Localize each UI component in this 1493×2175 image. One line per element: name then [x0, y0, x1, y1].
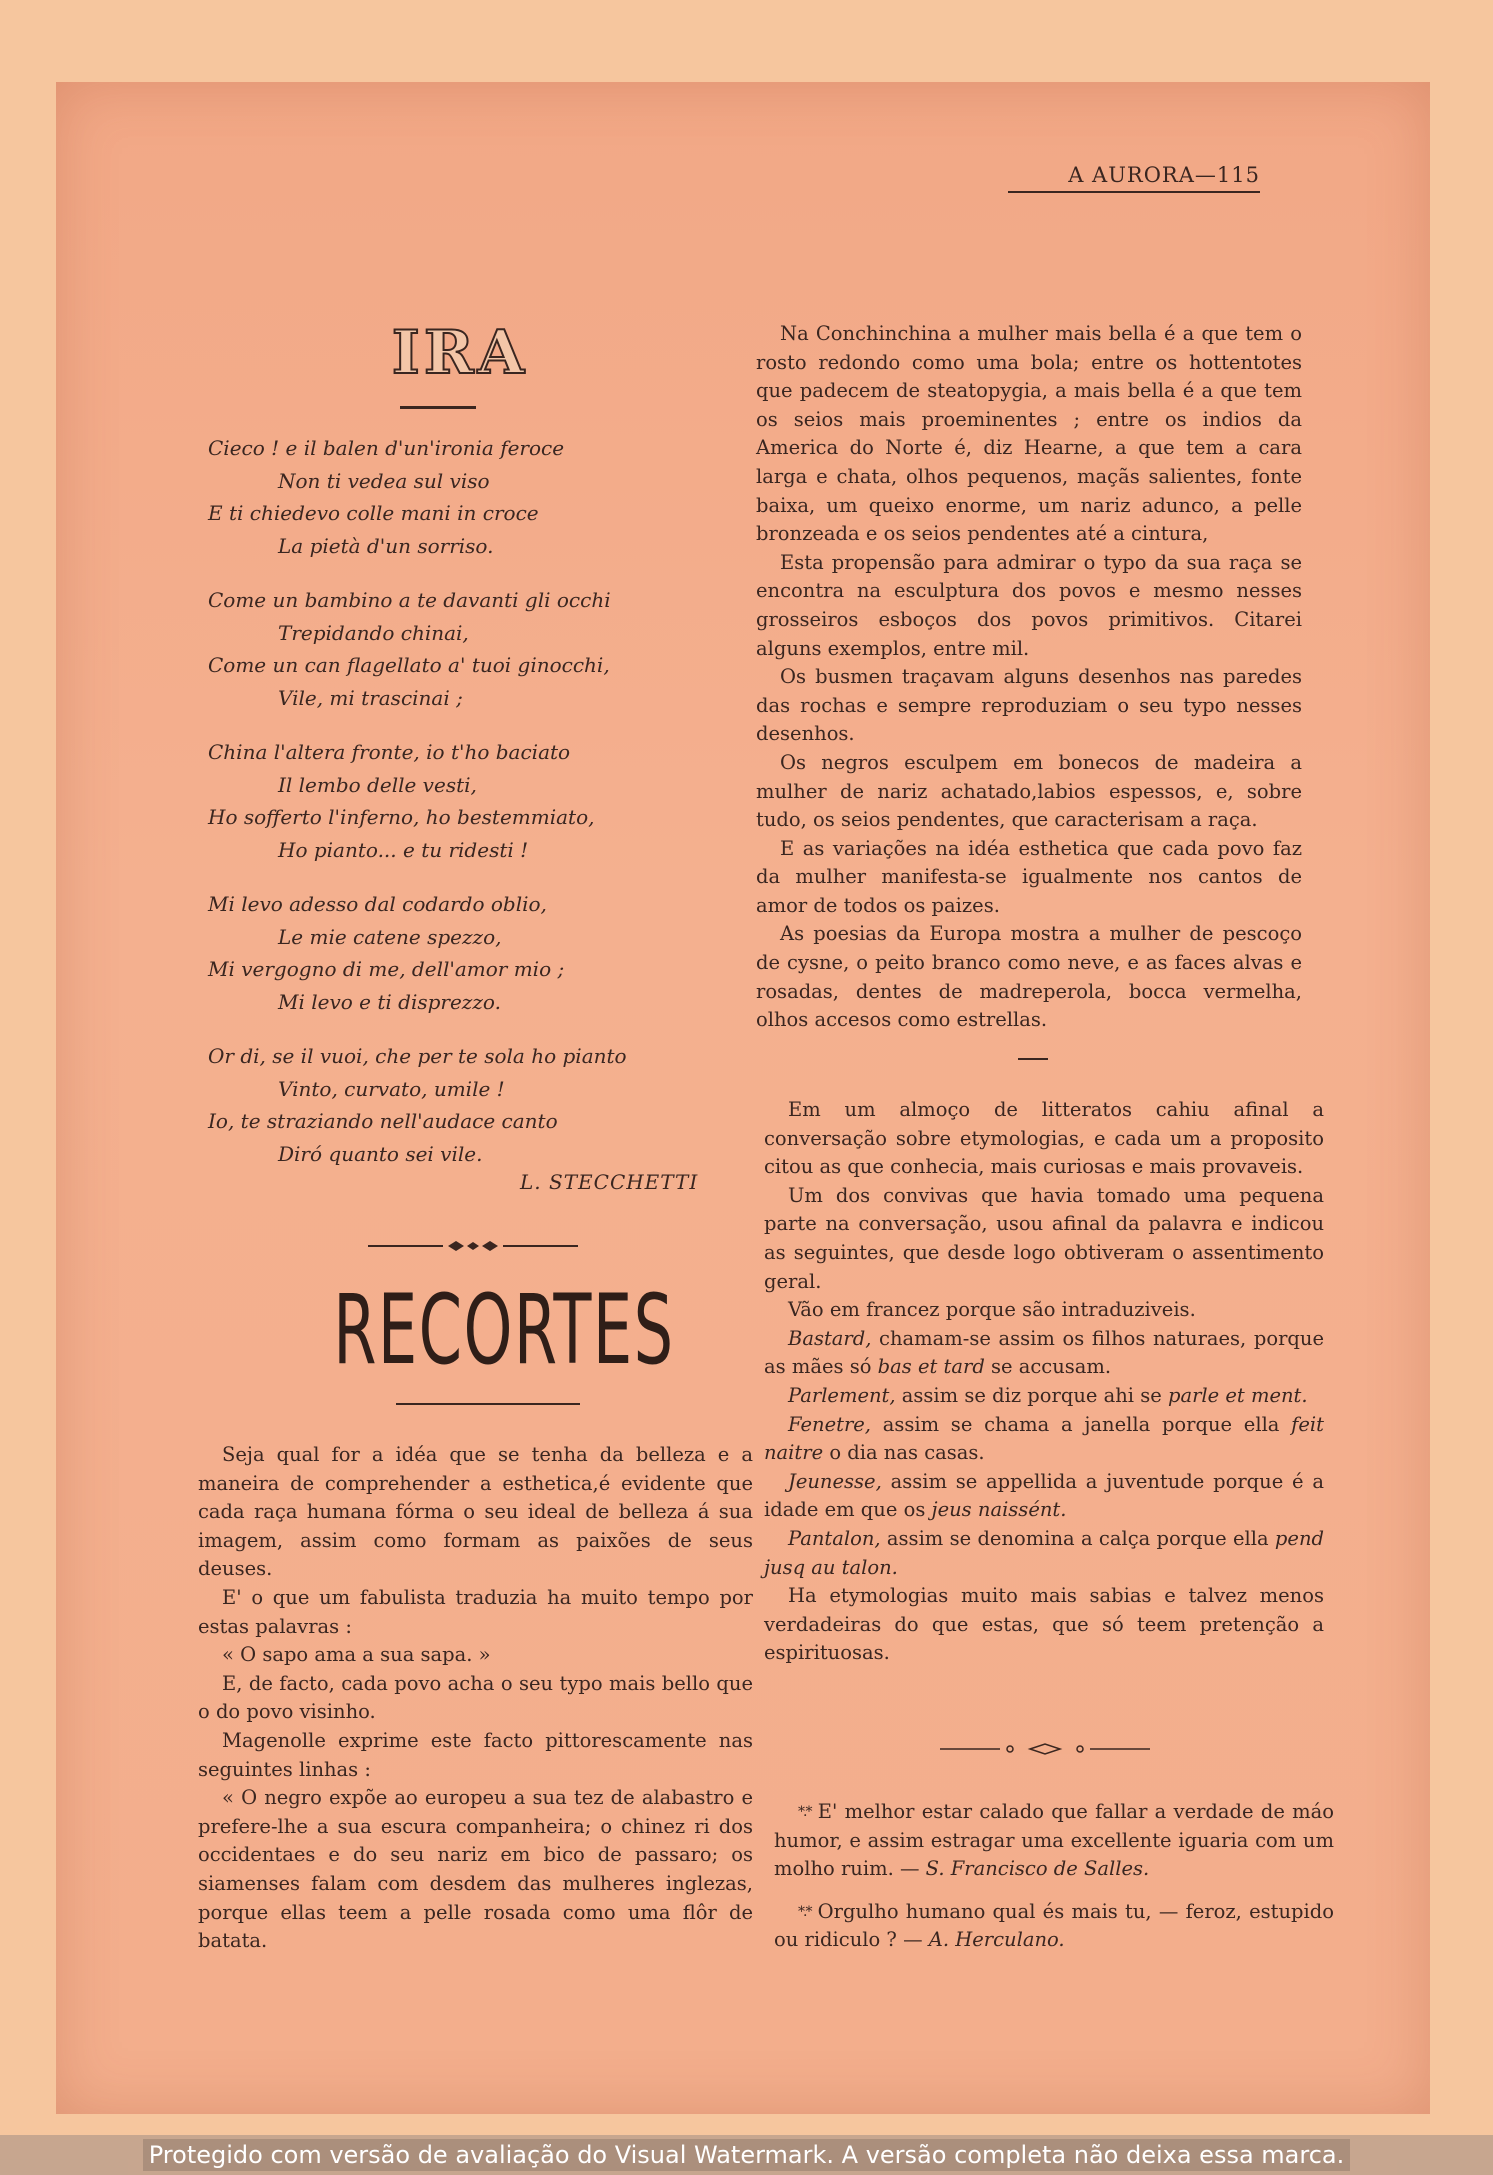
paragraph: E' o que um fabulista traduzia ha muito tempo por estas palavras : — [198, 1585, 753, 1638]
ornament-divider — [368, 1238, 578, 1254]
poem-line: Il lembo delle vesti, — [278, 772, 477, 797]
poem-line: China l'altera fronte, io t'ho baciato — [208, 740, 571, 764]
watermark-text: Protegido com versão de avaliação do Visual Watermark. A versão completa não deixa essa marca. — [143, 2139, 1351, 2171]
poem-line: Or di, se il vuoi, che per te sola ho pianto — [208, 1044, 627, 1068]
section-title: RECORTES — [333, 1274, 675, 1386]
maxim — [774, 1898, 1334, 1955]
poem-stanza — [208, 584, 768, 714]
paragraph: Na Conchinchina a mulher mais bella é a que tem o rosto redondo como uma bola; entre os hottentotes que padecem de steatopygia, a mais bella é a que tem os seios mais proeminentes ; entre os indios da America do Norte é, diz Hearne, a que tem a cara larga e chata, olhos pequenos, maçãs salientes, fonte baixa, um queixo enorme, um nariz adunco, a pelle bronzeada e os seios pendentes até a cintura, — [756, 322, 1302, 546]
paragraph: Ha etymologias muito mais sabias e talvez menos verdadeiras do que estas, que só teem pretenção a espirituosas. — [764, 1584, 1324, 1665]
etymology-text: assim se appellida a juventude porque é a idade em que os — [764, 1469, 1324, 1522]
poem-line: Io, te straziando nell'audace canto — [208, 1109, 558, 1133]
poem-line: Vile, mi trascinai ; — [278, 685, 463, 710]
paragraph: Um dos convivas que havia tomado uma pequena parte na conversação, usou afinal da palavra e indicou as seguintes, que desde logo obtiveram o assentimento geral. — [764, 1183, 1324, 1293]
etymology-french: bas et tard — [877, 1355, 985, 1379]
etymology-french: pend jusq au talon. — [764, 1526, 1324, 1579]
section-rule — [396, 1403, 580, 1405]
poem-line: Vinto, curvato, umile ! — [278, 1076, 505, 1101]
maxims-column — [774, 1798, 1334, 1969]
etymology-text: assim se diz porque ahi se — [895, 1383, 1168, 1407]
poem-author: L. STECCHETTI — [520, 1170, 699, 1194]
etymology-entry — [764, 1382, 1324, 1411]
etymology-french: parle et ment. — [1167, 1383, 1308, 1407]
poem-line: Diró quanto sei vile. — [278, 1141, 483, 1166]
etymology-word: Parlement, — [788, 1383, 896, 1407]
paragraph: Magenolle exprime este facto pittorescamente nas seguintes linhas : — [198, 1728, 753, 1781]
maxim-author: A. Herculano. — [928, 1928, 1065, 1952]
paragraph: « O negro expõe ao europeu a sua tez de alabastro e prefere-lhe a sua escura companheira; o chinez ri dos occidentaes e do seu nariz em bico de passaro; os siamenses falam com desdem das mulheres inglezas, porque ellas teem a pelle rosada como uma flôr de batata. — [198, 1786, 753, 1953]
poem-line: Ho pianto... e tu ridesti ! — [278, 837, 529, 862]
poem-body — [208, 432, 768, 1192]
poem-stanza — [208, 736, 768, 866]
paragraph: E as variações na idéa esthetica que cada povo faz da mulher manifesta-se igualmente nos cantos de amor de todos os paizes. — [756, 836, 1302, 917]
watermark-banner — [0, 2135, 1493, 2175]
etymology-word: Pantalon, — [788, 1526, 881, 1550]
poem-line: Non ti vedea sul viso — [278, 468, 490, 493]
paragraph: « O sapo ama a sua sapa. » — [222, 1643, 491, 1667]
recortes-right-column — [756, 320, 1302, 1035]
poem-title: IRA — [391, 318, 529, 388]
etymology-french: feit naitre — [764, 1412, 1324, 1465]
paragraph: Os busmen traçavam alguns desenhos nas paredes das rochas e sempre reproduziam o seu typo nesses desenhos. — [756, 665, 1302, 746]
paragraph: Os negros esculpem em bonecos de madeira a mulher de nariz achatado,labios espessos, e, sobre tudo, os seios pendentes, que caracterisam a raça. — [756, 750, 1302, 832]
etymology-entry — [764, 1525, 1324, 1582]
poem-line: La pietà d'un sorriso. — [278, 533, 494, 558]
etymology-entry — [764, 1468, 1324, 1525]
section-dash — [1018, 1058, 1048, 1060]
poem-line: Le mie catene spezzo, — [278, 924, 502, 949]
poem-line: Come un bambino a te davanti gli occhi — [208, 588, 611, 612]
etymology-french: jeus naissént. — [931, 1498, 1067, 1522]
poem-line: Mi levo e ti disprezzo. — [278, 989, 501, 1014]
maxim-author: S. Francisco de Salles. — [925, 1857, 1150, 1881]
asterism: *.* — [798, 1804, 811, 1820]
poem-line: Mi vergogno di me, dell'amor mio ; — [208, 957, 565, 981]
poem-line: Ho sofferto l'inferno, ho bestemmiato, — [208, 805, 595, 829]
poem-line: E ti chiedevo colle mani in croce — [208, 501, 539, 525]
poem-line: Cieco ! e il balen d'un'ironia feroce — [208, 436, 565, 460]
ornament-divider-2 — [940, 1742, 1150, 1756]
asterism: *.* — [798, 1903, 811, 1920]
etymology-text: assim se denomina a calça porque ella — [880, 1526, 1275, 1550]
recortes-left-column — [198, 1441, 753, 1956]
poem-stanza — [208, 432, 768, 562]
poem-stanza — [208, 888, 768, 1018]
title-rule — [400, 406, 476, 409]
etymology-word: Jeunesse, — [788, 1469, 882, 1493]
etymology-word: Fenetre, — [788, 1412, 871, 1436]
poem-line: Mi levo adesso dal codardo oblio, — [208, 892, 547, 916]
etymology-text: assim se chama a janella porque ella — [871, 1412, 1292, 1436]
etymology-end: se accusam. — [984, 1355, 1112, 1379]
paragraph: E, de facto, cada povo acha o seu typo mais bello que o do povo visinho. — [198, 1671, 753, 1724]
paragraph: Vão em francez porque são intraduziveis. — [788, 1298, 1196, 1322]
poem-line: Come un can flagellato a' tuoi ginocchi, — [208, 653, 610, 677]
paragraph: Em um almoço de litteratos cahiu afinal a conversação sobre etymologias, e cada um a proposito citou as que conhecia, mais curiosas e mais provaveis. — [764, 1098, 1324, 1179]
maxim-text: Orgulho humano qual és mais tu, — feroz, estupido ou ridiculo ? — — [774, 1899, 1334, 1952]
etymology-entry — [764, 1325, 1324, 1382]
maxim-text: E' melhor estar calado que fallar a verdade de máo humor, e assim estragar uma excellente iguaria com um molho ruim. — — [774, 1800, 1334, 1881]
maxim — [774, 1798, 1334, 1884]
paragraph: As poesias da Europa mostra a mulher de pescoço de cysne, o peito branco como neve, e as faces alvas e rosadas, dentes de madreperola, bocca vermelha, olhos accesos como estrellas. — [756, 922, 1302, 1032]
running-header: A AURORA—115 — [1008, 163, 1260, 193]
poem-line: Trepidando chinai, — [278, 620, 469, 645]
etymology-end: o dia nas casas. — [823, 1441, 985, 1465]
etymology-text: chamam-se assim os filhos naturaes, porque as mães só — [764, 1326, 1324, 1379]
poem-stanza — [208, 1040, 768, 1170]
etymology-entry — [764, 1411, 1324, 1468]
etymology-word: Bastard, — [788, 1326, 872, 1350]
paragraph: Esta propensão para admirar o typo da sua raça se encontra na esculptura dos povos e mesmo nesses grosseiros esboços dos povos primitivos. Citarei alguns exemplos, entre mil. — [756, 550, 1302, 660]
paragraph: Seja qual for a idéa que se tenha da belleza e a maneira de comprehender a esthetica,é evidente que cada raça humana fórma o seu ideal de belleza á sua imagem, assim como formam as paixões de seus deuses. — [198, 1443, 753, 1581]
etymologies-column — [764, 1096, 1324, 1668]
